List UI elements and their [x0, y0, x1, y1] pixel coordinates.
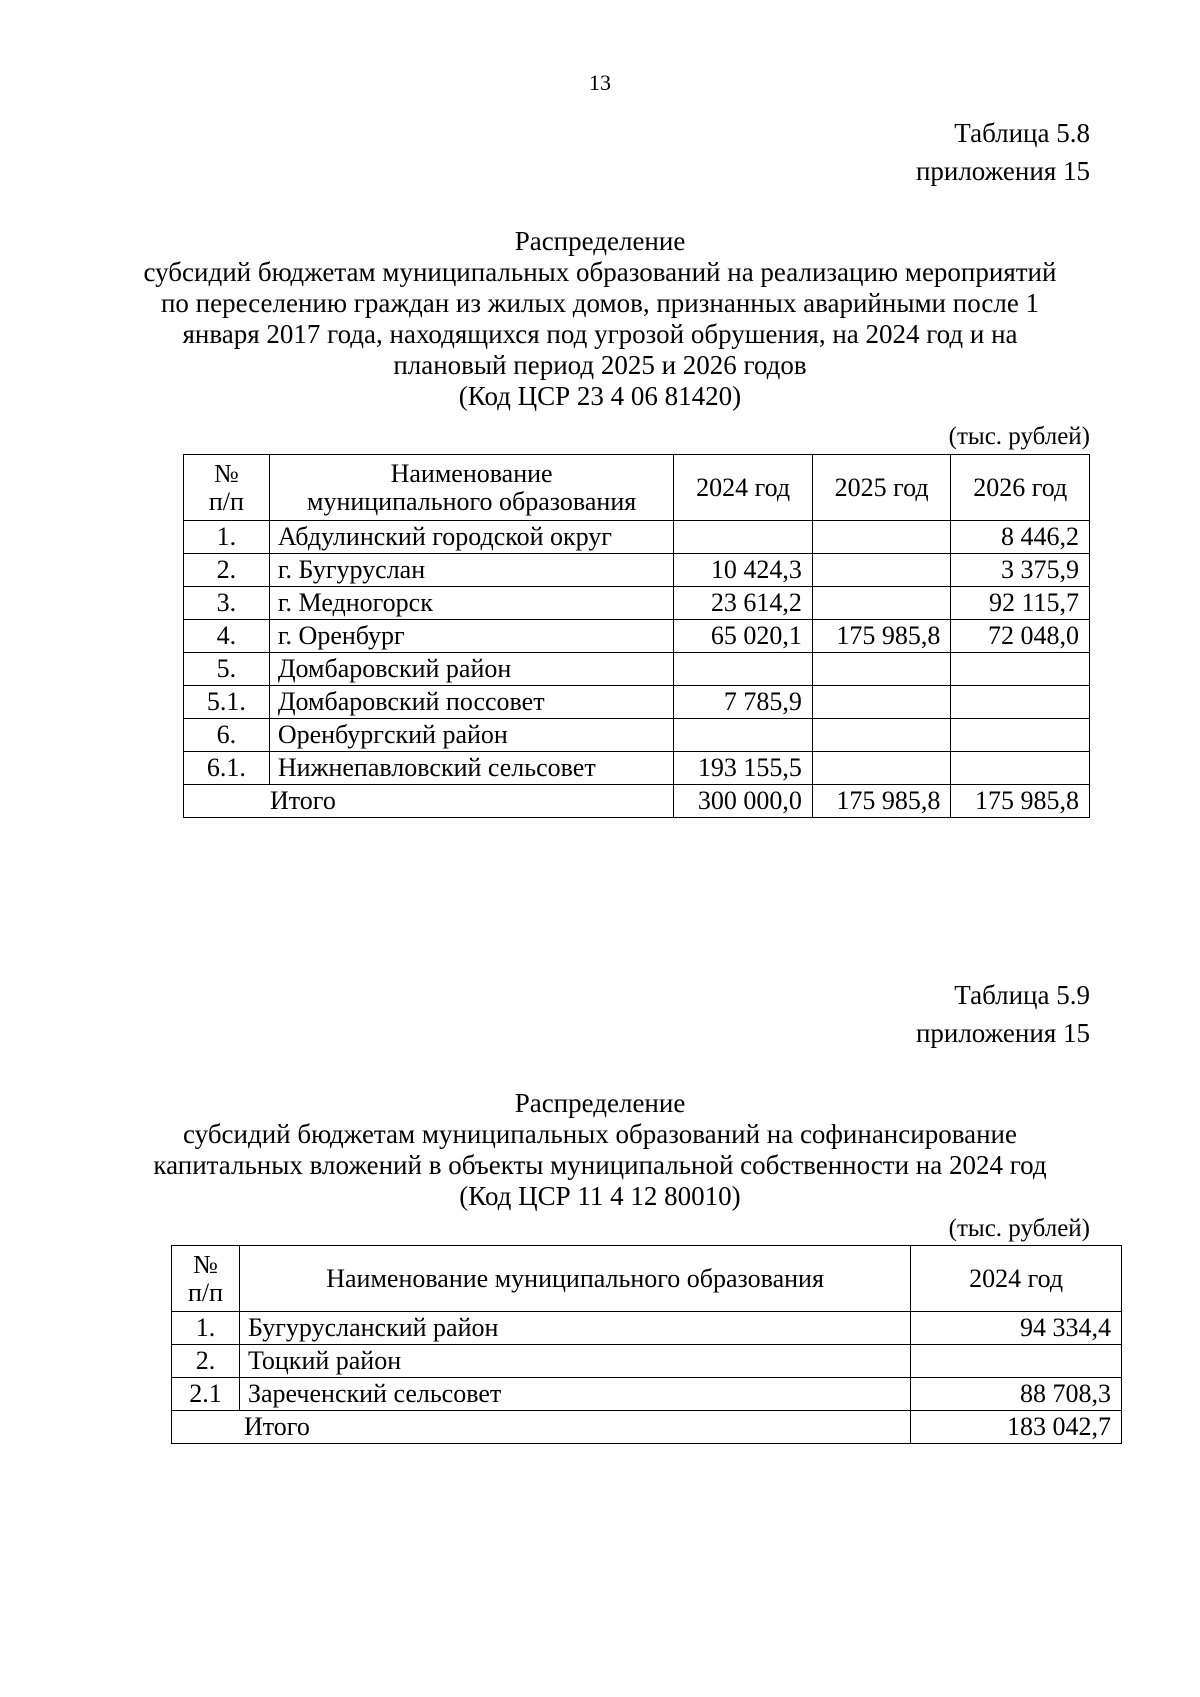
- row-2026: [951, 686, 1090, 719]
- row-2024: 88 708,3: [911, 1378, 1122, 1411]
- row-2026: [951, 653, 1090, 686]
- table-row: [184, 752, 1090, 785]
- row-num: 2.: [184, 554, 270, 587]
- row-2024: [911, 1345, 1122, 1378]
- table2-total-row: [172, 1411, 1122, 1444]
- row-name: Бугурусланский район: [239, 1312, 910, 1345]
- total-2024: 183 042,7: [911, 1411, 1122, 1444]
- page-number: 13: [589, 70, 611, 95]
- row-2025: [812, 587, 951, 620]
- row-num: 5.: [184, 653, 270, 686]
- table1-header-num: № п/п: [184, 455, 270, 521]
- row-num: 1.: [184, 521, 270, 554]
- table-row: [172, 1312, 1122, 1345]
- row-2026: [951, 752, 1090, 785]
- row-name: г. Оренбург: [269, 620, 674, 653]
- row-2024: [674, 653, 813, 686]
- row-2026: [951, 719, 1090, 752]
- row-name: Оренбургский район: [269, 719, 674, 752]
- table1-header-name: Наименование муниципального образования: [269, 455, 674, 521]
- table1-header-2024: 2024 год: [674, 455, 813, 521]
- table1-header-2026: 2026 год: [951, 455, 1090, 521]
- row-2024: 7 785,9: [674, 686, 813, 719]
- row-2025: [812, 752, 951, 785]
- row-2025: [812, 719, 951, 752]
- row-2024: 23 614,2: [674, 587, 813, 620]
- table-row: [184, 719, 1090, 752]
- row-2026: 92 115,7: [951, 587, 1090, 620]
- table-row: [184, 653, 1090, 686]
- row-num: 1.: [172, 1312, 240, 1345]
- table-row: [184, 686, 1090, 719]
- table1-units: (тыс. рублей): [948, 423, 1090, 450]
- row-2024: 65 020,1: [674, 620, 813, 653]
- row-2026: 3 375,9: [951, 554, 1090, 587]
- table-row: [184, 521, 1090, 554]
- row-num: 6.: [184, 719, 270, 752]
- table-row: [184, 620, 1090, 653]
- row-num: 3.: [184, 587, 270, 620]
- total-2025: 175 985,8: [812, 785, 951, 818]
- total-2026: 175 985,8: [951, 785, 1090, 818]
- row-name: Домбаровский поссовет: [269, 686, 674, 719]
- row-name: г. Медногорск: [269, 587, 674, 620]
- table2-caption: Таблица 5.9 приложения 15: [915, 980, 1090, 1048]
- table1-title: Распределение субсидий бюджетам муниципальных образований на реализацию мероприятий по переселению граждан из жилых домов, признанных аварийными после 1 января 2017 года, находящихся под угрозой обрушения, на 2024 год и на плановый период 2025 и 2026 годов (Код ЦСР 23 4 06 81420): [143, 226, 1057, 411]
- row-2025: [812, 521, 951, 554]
- row-num: 2.1: [172, 1378, 240, 1411]
- table2-header-num: № п/п: [172, 1246, 240, 1312]
- table1-header-row: [184, 455, 1090, 521]
- row-2024: [674, 719, 813, 752]
- row-2025: [812, 686, 951, 719]
- table1-header-2025: 2025 год: [812, 455, 951, 521]
- table1-caption: Таблица 5.8 приложения 15: [915, 118, 1090, 186]
- row-2024: 193 155,5: [674, 752, 813, 785]
- row-2024: 94 334,4: [911, 1312, 1122, 1345]
- total-2024: 300 000,0: [674, 785, 813, 818]
- total-label: Итого: [172, 1411, 911, 1444]
- row-2026: 8 446,2: [951, 521, 1090, 554]
- row-2025: [812, 554, 951, 587]
- table-row: [172, 1378, 1122, 1411]
- table1: [183, 454, 1090, 818]
- row-2026: 72 048,0: [951, 620, 1090, 653]
- row-name: Тоцкий район: [239, 1345, 910, 1378]
- row-num: 4.: [184, 620, 270, 653]
- table-row: [184, 587, 1090, 620]
- table2-units: (тыс. рублей): [948, 1215, 1090, 1242]
- row-num: 6.1.: [184, 752, 270, 785]
- table2-header-2024: 2024 год: [911, 1246, 1122, 1312]
- table1-total-row: [184, 785, 1090, 818]
- row-name: Зареченский сельсовет: [239, 1378, 910, 1411]
- table2-header-name: Наименование муниципального образования: [239, 1246, 910, 1312]
- total-label: Итого: [184, 785, 674, 818]
- table2-title: Распределение субсидий бюджетам муниципальных образований на софинансирование капитальных вложений в объекты муниципальной собственности на 2024 год (Код ЦСР 11 4 12 80010): [153, 1088, 1047, 1211]
- table2-header-row: [172, 1246, 1122, 1312]
- row-2024: [674, 521, 813, 554]
- row-2024: 10 424,3: [674, 554, 813, 587]
- row-name: Нижнепавловский сельсовет: [269, 752, 674, 785]
- table2: [171, 1245, 1122, 1444]
- row-name: Домбаровский район: [269, 653, 674, 686]
- row-name: г. Бугуруслан: [269, 554, 674, 587]
- row-num: 5.1.: [184, 686, 270, 719]
- row-2025: [812, 653, 951, 686]
- row-name: Абдулинский городской округ: [269, 521, 674, 554]
- row-2025: 175 985,8: [812, 620, 951, 653]
- table-row: [184, 554, 1090, 587]
- table-row: [172, 1345, 1122, 1378]
- row-num: 2.: [172, 1345, 240, 1378]
